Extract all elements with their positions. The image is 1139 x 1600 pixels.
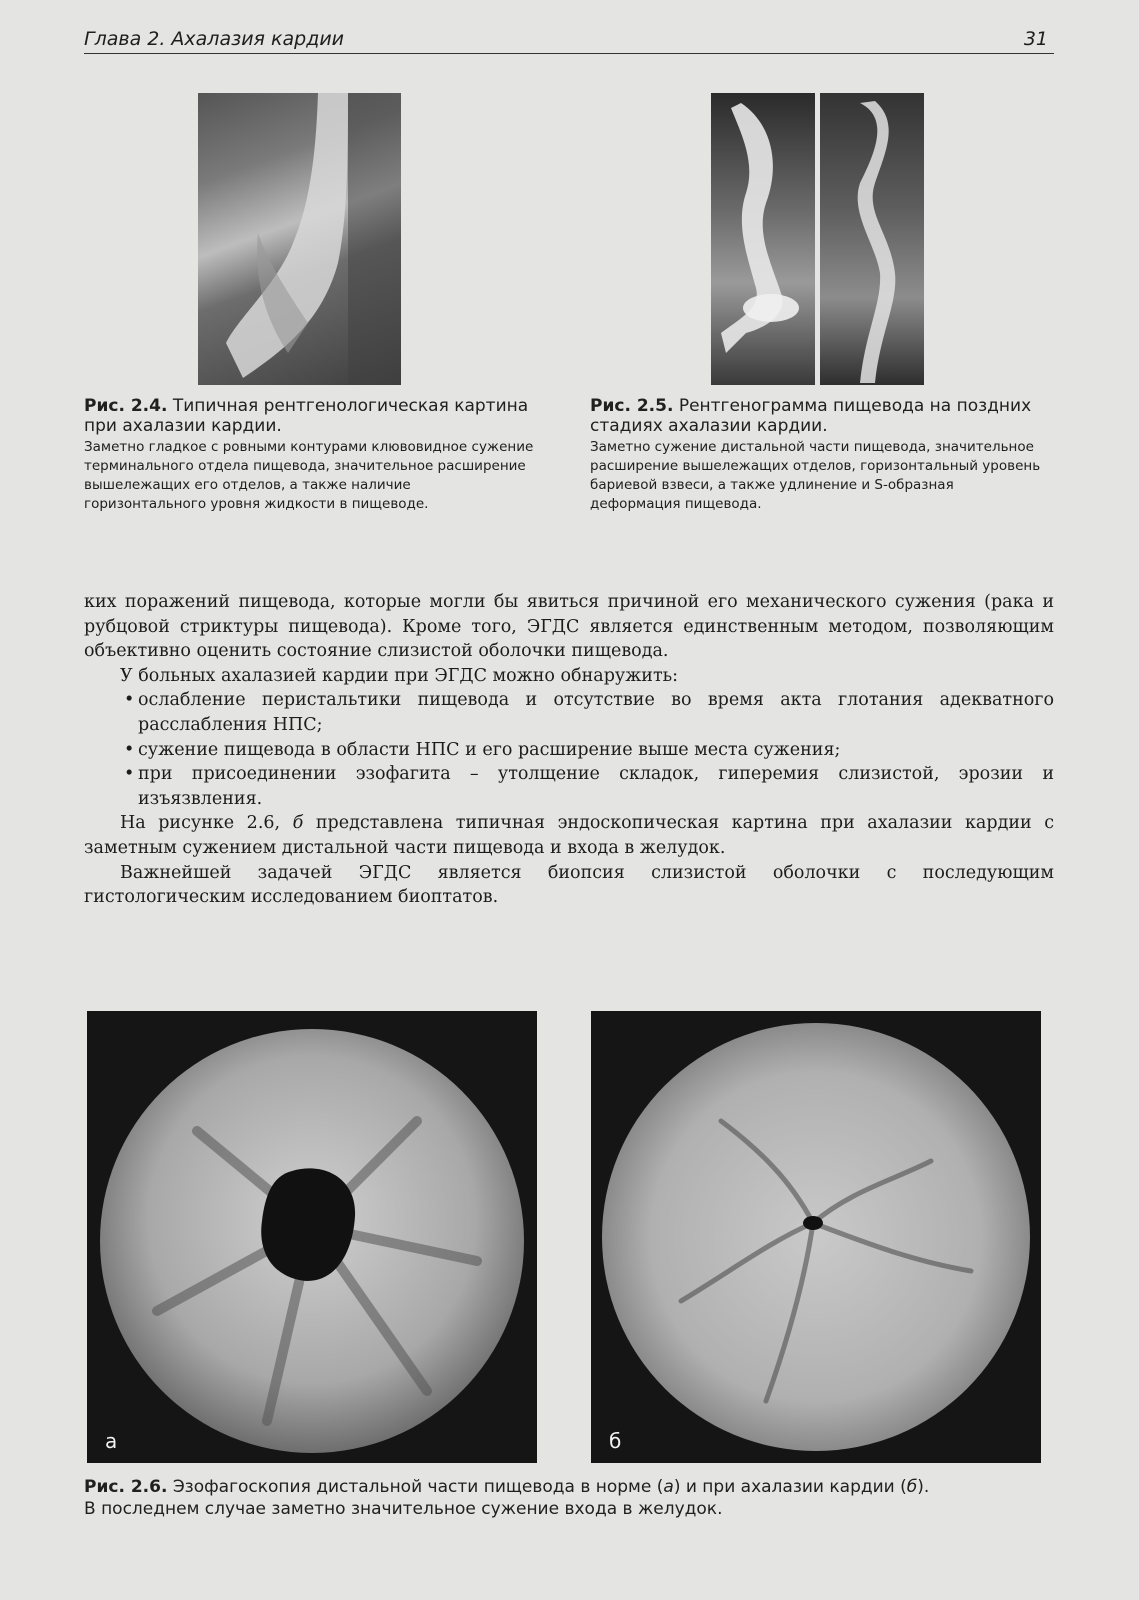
bullet-mark: • xyxy=(124,764,135,785)
xray-figure-2-5-right xyxy=(820,93,924,385)
paragraph: Важнейшей задачей ЭГДС является биопсия слизистой оболочки с последующим гистологическим исследованием биоптатов. xyxy=(84,862,1054,908)
figure-description: В последнем случае заметно значительное сужение входа в желудок. xyxy=(84,1499,723,1519)
bullet-mark: • xyxy=(124,739,135,760)
xray-figure-2-5-left xyxy=(711,93,815,385)
list-item: • при присоединении эзофагита – утолщение складок, гиперемия слизистой, эрозии и изъязвления. xyxy=(124,764,1054,809)
caption-figure-2-6: Рис. 2.6. Эзофагоскопия дистальной части пищевода в норме (а) и при ахалазии кардии (б). В последнем случае заметно значительное сужение входа в желудок. xyxy=(84,1476,1059,1520)
figure-title: Типичная рентгенологическая картина при ахалазии кардии. xyxy=(84,396,529,436)
figure-title: Рентгенограмма пищевода на поздних стадиях ахалазии кардии. xyxy=(590,396,1032,436)
paragraph: У больных ахалазией кардии при ЭГДС можно обнаружить: xyxy=(120,665,679,686)
endoscopy-panel-b xyxy=(591,1011,1041,1463)
page-number: 31 xyxy=(1023,28,1048,50)
caption-figure-2-5 xyxy=(590,396,1046,514)
xray-figure-2-4 xyxy=(198,93,401,385)
body-text xyxy=(84,590,1054,910)
figure-label: Рис. 2.5. xyxy=(590,396,674,416)
list-item: • сужение пищевода в области НПС и его расширение выше места сужения; xyxy=(84,738,1054,763)
figure-description: Заметно сужение дистальной части пищевода, значительное расширение вышележащих отделов, горизонтальный уровень бариевой взвеси, а также удлинение и S-образная деформация пищевода. xyxy=(590,439,1041,512)
figure-description: Заметно гладкое с ровными контурами клювовидное сужение терминального отдела пищевода, значительное расширение вышележащих его отделов, а также наличие горизонтального уровня жидкости в пищеводе. xyxy=(84,439,534,512)
bullet-mark: • xyxy=(124,690,135,711)
caption-figure-2-4 xyxy=(84,396,534,514)
panel-label-a: а xyxy=(105,1429,118,1453)
list-item: • ослабление перистальтики пищевода и отсутствие во время акта глотания адекватного расслабления НПС; xyxy=(124,690,1054,735)
figure-label: Рис. 2.6. xyxy=(84,1477,168,1497)
chapter-title: Глава 2. Ахалазия кардии xyxy=(84,28,345,50)
figure-label: Рис. 2.4. xyxy=(84,396,168,416)
paragraph: На рисунке 2.6, б представлена типичная эндоскопическая картина при ахалазии кардии с заметным сужением дистальной части пищевода и входа в желудок. xyxy=(84,813,1055,858)
endoscopy-panel-a xyxy=(87,1011,537,1463)
panel-label-b: б xyxy=(609,1429,622,1453)
paragraph: ких поражений пищевода, которые могли бы явиться причиной его механического сужения (рака и рубцовой стриктуры пищевода). Кроме того, ЭГДС является единственным методом, позволяющим объективно оценить состояние слизистой оболочки пищевода. xyxy=(84,592,1054,662)
running-header xyxy=(84,27,1054,54)
